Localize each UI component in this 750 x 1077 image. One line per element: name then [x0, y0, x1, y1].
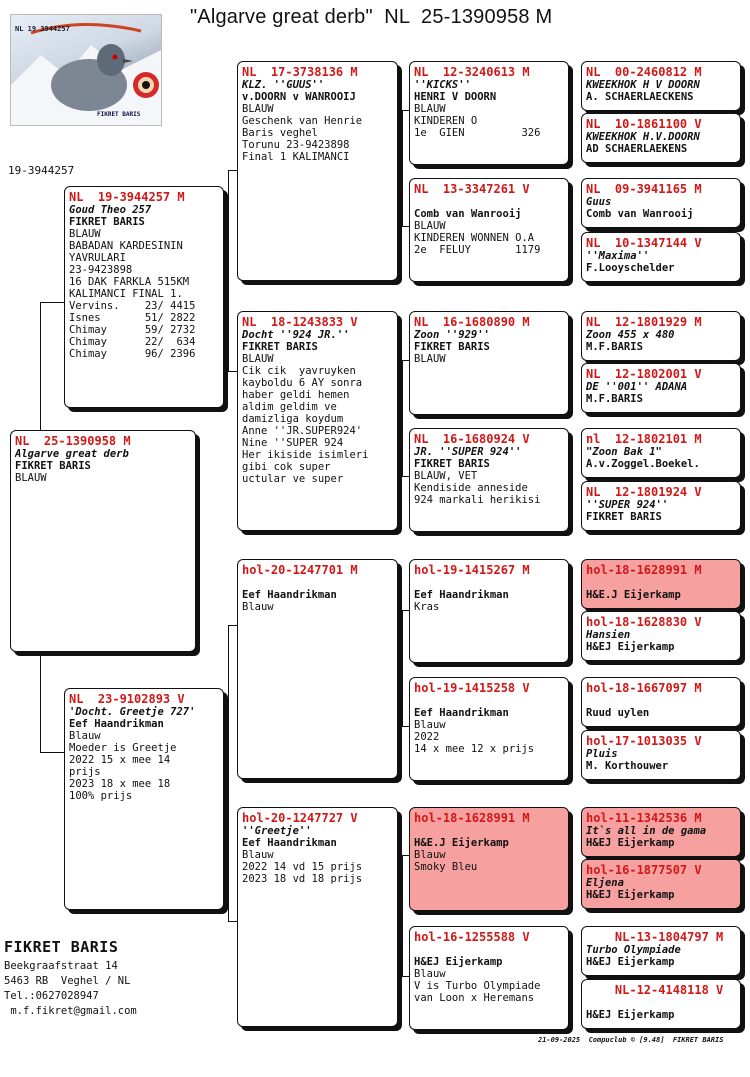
ring-number: hol-18-1628991 M	[414, 811, 530, 825]
pedigree-card-g4[interactable]	[581, 232, 741, 282]
ring-number: NL 12-3240613 M	[414, 65, 530, 79]
owner-name: FIKRET BARIS	[4, 938, 119, 956]
pedigree-card-g7[interactable]	[581, 428, 741, 478]
card-note: Geschenk van Henrie	[242, 115, 363, 127]
connector	[40, 652, 65, 753]
breeder-name: H&E.J Eijerkamp	[414, 837, 509, 849]
breeder-name: Comb van Wanrooij	[586, 208, 694, 220]
pedigree-card-g15[interactable]	[581, 926, 741, 976]
card-note: YAVRULARI	[69, 252, 126, 264]
pedigree-card-mmm[interactable]	[409, 926, 569, 1030]
card-note: BLAUW	[15, 472, 47, 484]
pedigree-card-g9[interactable]	[581, 559, 741, 609]
card-note: Blauw	[414, 968, 446, 980]
pedigree-card-subject[interactable]	[10, 430, 196, 652]
card-note: Isnes 51/ 2822	[69, 312, 196, 324]
breeder-name: A.v.Zoggel.Boekel.	[586, 458, 700, 470]
card-note: 1e GIEN 326	[414, 127, 541, 139]
card-note	[586, 695, 736, 707]
pedigree-card-g16[interactable]	[581, 979, 741, 1029]
card-note	[242, 577, 393, 589]
pedigree-card-fm[interactable]	[237, 311, 398, 531]
breeder-name: v.DOORN v WANROOIJ	[242, 91, 356, 103]
ring-number: NL 23-9102893 V	[69, 692, 185, 706]
card-note: Baris veghel	[242, 127, 318, 139]
breeder-name: F.Looyschelder	[586, 262, 675, 274]
breeder-name: FIKRET BARIS	[242, 341, 318, 353]
card-note: Chimay 59/ 2732	[69, 324, 196, 336]
connector	[402, 110, 409, 227]
ring-number: NL 25-1390958 M	[15, 434, 131, 448]
ring-number: NL 17-3738136 M	[242, 65, 358, 79]
connector	[40, 302, 65, 431]
card-note: Nine ''SUPER 924	[242, 437, 344, 449]
pigeon-name: Goud Theo 257	[69, 204, 152, 216]
card-note: BLAUW	[414, 353, 446, 365]
ring-number: hol-16-1255588 V	[414, 930, 530, 944]
ring-number: NL 16-1680890 M	[414, 315, 530, 329]
card-note: Blauw	[69, 730, 101, 742]
card-note: haber geldi hemen	[242, 389, 350, 401]
ring-number: NL 12-1802001 V	[586, 367, 702, 381]
breeder-name: Eef Haandrikman	[414, 589, 509, 601]
breeder-name: Eef Haandrikman	[69, 718, 164, 730]
side-ring: 19-3944257	[8, 164, 75, 177]
pedigree-card-ff[interactable]	[237, 61, 398, 281]
card-note: Vervins. 23/ 4415	[69, 300, 196, 312]
pedigree-card-g6[interactable]	[581, 363, 741, 413]
card-note: BLAUW	[69, 228, 101, 240]
card-note: Blauw	[242, 849, 274, 861]
pedigree-card-mf[interactable]	[237, 559, 398, 779]
card-note: Kras	[414, 601, 440, 613]
breeder-name: M. Korthouwer	[586, 760, 669, 772]
breeder-name: H&E.J Eijerkamp	[586, 589, 681, 601]
pedigree-card-g10[interactable]	[581, 611, 741, 661]
breeder-name: H&EJ Eijerkamp	[586, 641, 675, 653]
pigeon-name: Zoon 455 x 480	[586, 329, 675, 341]
pedigree-card-ffm[interactable]	[409, 178, 569, 282]
pigeon-name: KWEEKHOK H.V.DOORN	[586, 131, 700, 143]
ring-number: NL 12-1801924 V	[586, 485, 702, 499]
pedigree-card-g13[interactable]	[581, 807, 741, 857]
pigeon-name: ''SUPER 924''	[586, 499, 669, 511]
pigeon-name: "Zoon Bak 1"	[586, 446, 662, 458]
owner-email[interactable]: m.f.fikret@gmail.com	[4, 1005, 137, 1017]
ring-number: NL 10-1861100 V	[586, 117, 702, 131]
ring-number: hol-19-1415267 M	[414, 563, 530, 577]
card-note: Chimay 96/ 2396	[69, 348, 196, 360]
ring-number: nl 12-1802101 M	[586, 432, 702, 446]
connector	[228, 625, 237, 922]
breeder-name: A. SCHAERLAECKENS	[586, 91, 694, 103]
ring-number: hol-19-1415258 V	[414, 681, 530, 695]
pigeon-name: JR. ''SUPER 924''	[414, 446, 522, 458]
owner-street: Beekgraafstraat 14	[4, 960, 118, 972]
breeder-name: AD SCHAERLAEKENS	[586, 143, 688, 155]
breeder-name: HENRI V DOORN	[414, 91, 497, 103]
ring-number: NL 12-1801929 M	[586, 315, 702, 329]
pedigree-card-mfm[interactable]	[409, 677, 569, 781]
card-note: 2e FELUY 1179	[414, 244, 541, 256]
ring-number: NL-13-1804797 M	[586, 930, 724, 944]
card-note: BLAUW	[414, 220, 446, 232]
pigeon-name: Guus	[586, 196, 612, 208]
pedigree-card-fmm[interactable]	[409, 428, 569, 532]
ring-number: hol-11-1342536 M	[586, 811, 702, 825]
ring-number: hol-18-1667097 M	[586, 681, 702, 695]
ring-number: hol-16-1877507 V	[586, 863, 702, 877]
card-note: Chimay 22/ 634	[69, 336, 196, 348]
breeder-name: FIKRET BARIS	[414, 458, 490, 470]
ring-number: NL 10-1347144 V	[586, 236, 702, 250]
card-note: BABADAN KARDESININ	[69, 240, 183, 252]
card-note: KALIMANCI FINAL 1.	[69, 288, 183, 300]
card-note	[586, 577, 736, 589]
card-note: BLAUW, VET	[414, 470, 478, 482]
breeder-name: M.F.BARIS	[586, 341, 643, 353]
pedigree-card-g3[interactable]	[581, 178, 741, 228]
pigeon-name: It`s all in de gama	[586, 825, 707, 837]
pedigree-card-mff[interactable]	[409, 559, 569, 663]
ring-number: hol-20-1247727 V	[242, 811, 358, 825]
pigeon-name: Eljena	[586, 877, 624, 889]
breeder-name: H&EJ Eijerkamp	[586, 1009, 675, 1021]
pedigree-card-mm[interactable]	[237, 807, 398, 1027]
pedigree-card-fmf[interactable]	[409, 311, 569, 415]
breeder-name: Eef Haandrikman	[414, 707, 509, 719]
card-note: Blauw	[414, 849, 446, 861]
pedigree-card-father[interactable]	[64, 186, 224, 408]
breeder-name: FIKRET BARIS	[586, 511, 662, 523]
card-note: Smoky Bleu	[414, 861, 478, 873]
breeder-name: Ruud uylen	[586, 707, 650, 719]
pedigree-card-g14[interactable]	[581, 859, 741, 909]
card-note: 16 DAK FARKLA 515KM	[69, 276, 190, 288]
ring-number: NL 16-1680924 V	[414, 432, 530, 446]
card-note: KINDEREN WONNEN O.A	[414, 232, 535, 244]
breeder-name: FIKRET BARIS	[69, 216, 145, 228]
card-note: Blauw	[242, 601, 274, 613]
ring-number: hol-17-1013035 V	[586, 734, 702, 748]
card-note: Moeder is Greetje	[69, 742, 177, 754]
pigeon-name: Pluis	[586, 748, 618, 760]
card-note: 2022 14 vd 15 prijs	[242, 861, 363, 873]
pigeon-name: ''Greetje''	[242, 825, 312, 837]
ring-number: NL 00-2460812 M	[586, 65, 702, 79]
card-note: 14 x mee 12 x prijs	[414, 743, 535, 755]
pedigree-card-g8[interactable]	[581, 481, 741, 531]
footer-credit: 21-09-2025 Compuclub © [9.48] FIKRET BARIS	[538, 1036, 724, 1044]
pigeon-name: Turbo Olympiade	[586, 944, 681, 956]
pedigree-card-mmf[interactable]	[409, 807, 569, 911]
card-note: van Loon x Heremans	[414, 992, 535, 1004]
pigeon-photo	[10, 14, 162, 126]
card-note: 23-9423898	[69, 264, 133, 276]
pigeon-name: ''KICKS''	[414, 79, 471, 91]
card-note: KINDEREN O	[414, 115, 478, 127]
pedigree-card-g12[interactable]	[581, 730, 741, 780]
ring-number: hol-18-1628830 V	[586, 615, 702, 629]
card-note	[586, 997, 736, 1009]
breeder-name: Eef Haandrikman	[242, 837, 337, 849]
pigeon-name: Zoon ''929''	[414, 329, 490, 341]
pigeon-name: Algarve great derb	[15, 448, 129, 460]
pigeon-name: DE ''001'' ADANA	[586, 381, 688, 393]
card-note: Final 1 KALIMANCI	[242, 151, 350, 163]
page-title: "Algarve great derb" NL 25-1390958 M	[190, 6, 553, 28]
breeder-name: H&EJ Eijerkamp	[414, 956, 503, 968]
breeder-name: H&EJ Eijerkamp	[586, 956, 675, 968]
ring-number: NL 18-1243833 V	[242, 315, 358, 329]
pedigree-card-g1[interactable]	[581, 61, 741, 111]
card-note: Cik cik yavruyken	[242, 365, 356, 377]
pedigree-card-g2[interactable]	[581, 113, 741, 163]
card-note: 2023 18 vd 18 prijs	[242, 873, 363, 885]
ring-number: NL 13-3347261 V	[414, 182, 530, 196]
connector	[402, 610, 409, 727]
ring-number: NL 19-3944257 M	[69, 190, 185, 204]
card-note	[414, 944, 564, 956]
owner-phone: Tel.:0627028947	[4, 990, 99, 1002]
breeder-name: M.F.BARIS	[586, 393, 643, 405]
breeder-name: Comb van Wanrooij	[414, 208, 522, 220]
card-note: kayboldu 6 AY sonra	[242, 377, 363, 389]
breeder-name: Eef Haandrikman	[242, 589, 337, 601]
connector	[402, 360, 409, 477]
pigeon-name: Hansien	[586, 629, 631, 641]
owner-city: 5463 RB Veghel / NL	[4, 975, 131, 987]
card-note: Anne ''JR.SUPER924'	[242, 425, 363, 437]
card-note: prijs	[69, 766, 101, 778]
card-note: 2023 18 x mee 18	[69, 778, 171, 790]
card-note	[414, 196, 564, 208]
card-note: BLAUW	[242, 353, 274, 365]
ring-number: hol-18-1628991 M	[586, 563, 702, 577]
card-note: 100% prijs	[69, 790, 133, 802]
card-note: BLAUW	[242, 103, 274, 115]
card-note: 2022 15 x mee 14	[69, 754, 171, 766]
pedigree-card-g5[interactable]	[581, 311, 741, 361]
photo-label: FIKRET BARIS	[97, 111, 141, 118]
pedigree-card-g11[interactable]	[581, 677, 741, 727]
card-note: 2022	[414, 731, 440, 743]
pigeon-name: Docht ''924 JR.''	[242, 329, 350, 341]
ring-number: hol-20-1247701 M	[242, 563, 358, 577]
breeder-name: FIKRET BARIS	[15, 460, 91, 472]
card-note: V is Turbo Olympiade	[414, 980, 541, 992]
connector	[228, 170, 237, 372]
breeder-name: H&EJ Eijerkamp	[586, 889, 675, 901]
card-note: Her ikiside isimleri	[242, 449, 369, 461]
card-note: gibi cok super	[242, 461, 331, 473]
ring-number: NL 09-3941165 M	[586, 182, 702, 196]
card-note: BLAUW	[414, 103, 446, 115]
card-note	[414, 825, 564, 837]
card-note: Blauw	[414, 719, 446, 731]
pigeon-name: 'Docht. Greetje 727'	[69, 706, 196, 718]
photo-ring: NL 19 3944257	[15, 25, 70, 33]
pedigree-card-mother[interactable]	[64, 688, 224, 910]
connector	[402, 855, 409, 977]
ring-number: NL-12-4148118 V	[586, 983, 724, 997]
card-note	[414, 577, 564, 589]
breeder-name: FIKRET BARIS	[414, 341, 490, 353]
breeder-name: H&EJ Eijerkamp	[586, 837, 675, 849]
pigeon-name: KWEEKHOK H V DOORN	[586, 79, 700, 91]
card-note: 924 markali herikisi	[414, 494, 541, 506]
pigeon-name: KLZ. ''GUUS''	[242, 79, 325, 91]
pedigree-card-fff[interactable]	[409, 61, 569, 165]
card-note: uctular ve super	[242, 473, 344, 485]
card-note: Torunu 23-9423898	[242, 139, 350, 151]
pigeon-name: ''Maxima''	[586, 250, 650, 262]
card-note: Kendiside anneside	[414, 482, 528, 494]
card-note: damizliga koydum	[242, 413, 344, 425]
card-note: aldim geldim ve	[242, 401, 337, 413]
card-note	[414, 695, 564, 707]
